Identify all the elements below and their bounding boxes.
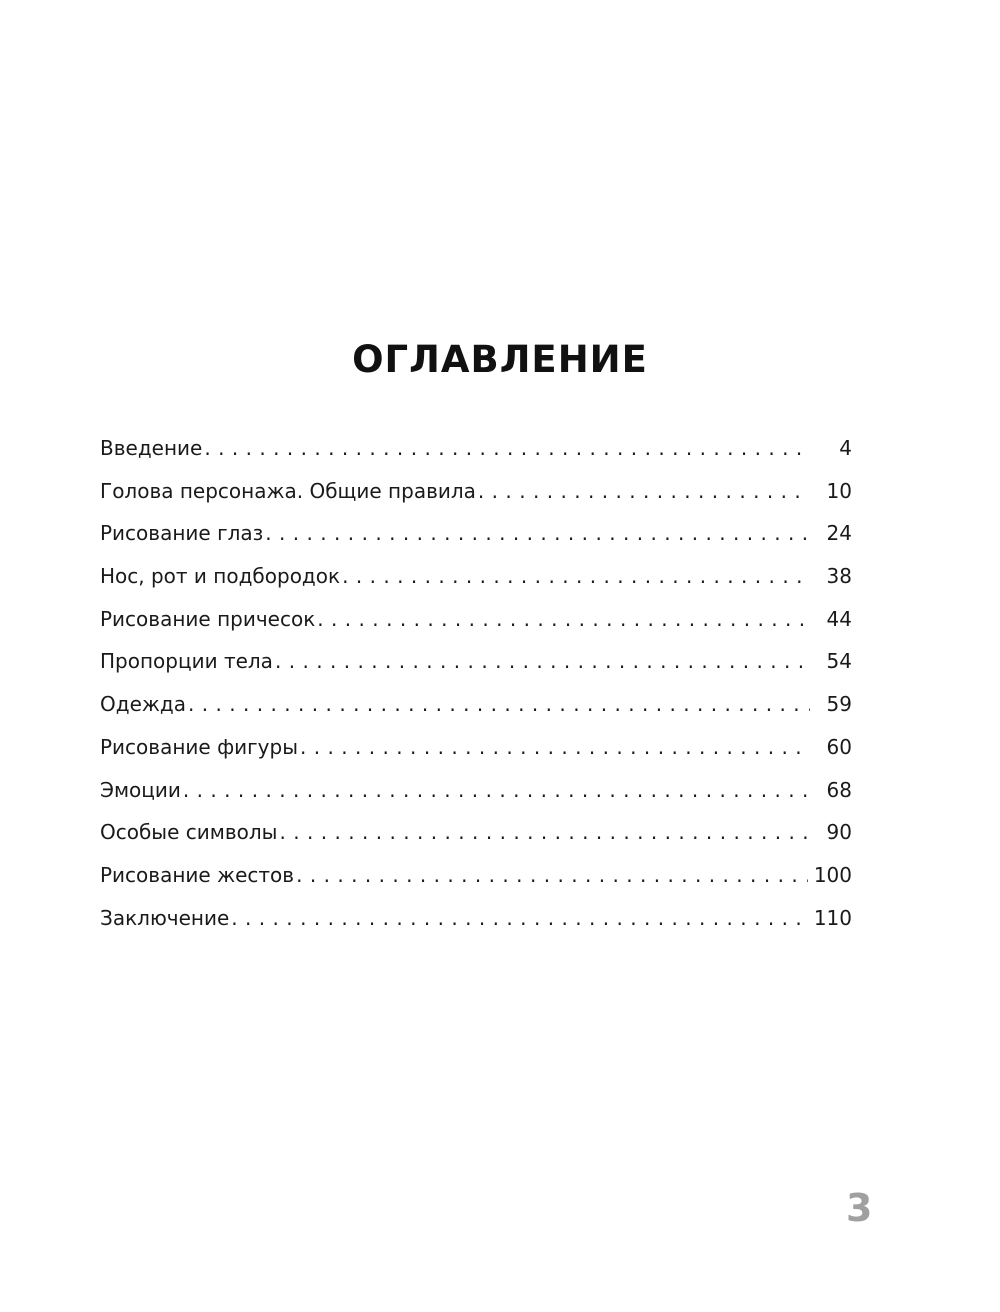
toc-entry-page: 68 <box>826 777 852 802</box>
toc-entry-page: 110 <box>813 905 852 930</box>
toc-entry-head-rules <box>100 479 852 522</box>
toc-entry-title: Одежда <box>100 692 186 717</box>
toc-leader-dots <box>275 649 810 673</box>
toc-leader-dots <box>188 692 810 716</box>
toc-entry-title: Особые символы <box>100 820 278 845</box>
toc-entry-page: 54 <box>826 649 852 674</box>
toc-leader-dots <box>478 479 810 503</box>
toc-entry-nose-mouth-chin <box>100 564 852 607</box>
toc-entry-page: 38 <box>826 564 852 589</box>
toc-entry-title: Рисование причесок <box>100 606 316 631</box>
toc-entry-page: 60 <box>826 734 852 759</box>
toc-leader-dots <box>204 436 810 460</box>
toc-entry-title: Пропорции тела <box>100 649 273 674</box>
toc-entry-title: Голова персонажа. Общие правила <box>100 478 476 503</box>
toc-entry-gestures <box>100 863 852 906</box>
toc-entry-eyes <box>100 521 852 564</box>
toc-entry-figure <box>100 735 852 778</box>
toc-entry-hairstyles <box>100 607 852 650</box>
toc-entry-title: Заключение <box>100 905 230 930</box>
toc-leader-dots <box>183 778 810 802</box>
toc-entry-page: 44 <box>826 606 852 631</box>
toc-entry-page: 100 <box>813 862 852 887</box>
toc-entry-title: Нос, рот и подбородок <box>100 564 341 589</box>
toc-entry-title: Рисование жестов <box>100 862 295 887</box>
toc-entry-page: 4 <box>839 436 852 460</box>
toc-leader-dots <box>317 607 810 631</box>
toc-entry-title: Введение <box>100 436 203 460</box>
toc-entry-introduction <box>100 436 852 479</box>
toc-entry-page: 24 <box>826 521 852 546</box>
toc-entry-page: 59 <box>826 692 852 717</box>
toc-leader-dots <box>279 820 810 844</box>
toc-entry-emotions <box>100 778 852 821</box>
toc-leader-dots <box>296 863 808 887</box>
toc-entry-page: 10 <box>826 478 852 503</box>
toc-entry-title: Эмоции <box>100 777 181 802</box>
toc-entry-title: Рисование фигуры <box>100 734 298 759</box>
toc-entry-special-symbols <box>100 820 852 863</box>
toc-leader-dots <box>265 521 810 545</box>
toc-leader-dots <box>342 564 810 588</box>
page-number: 3 <box>846 1186 873 1230</box>
toc-entry-clothing <box>100 692 852 735</box>
toc-leader-dots <box>231 906 808 930</box>
table-of-contents <box>100 436 852 948</box>
page-title: ОГЛАВЛЕНИЕ <box>352 338 648 381</box>
toc-entry-page: 90 <box>826 820 852 845</box>
toc-leader-dots <box>300 735 810 759</box>
toc-entry-body-proportions <box>100 649 852 692</box>
toc-entry-conclusion <box>100 906 852 949</box>
toc-entry-title: Рисование глаз <box>100 521 264 546</box>
